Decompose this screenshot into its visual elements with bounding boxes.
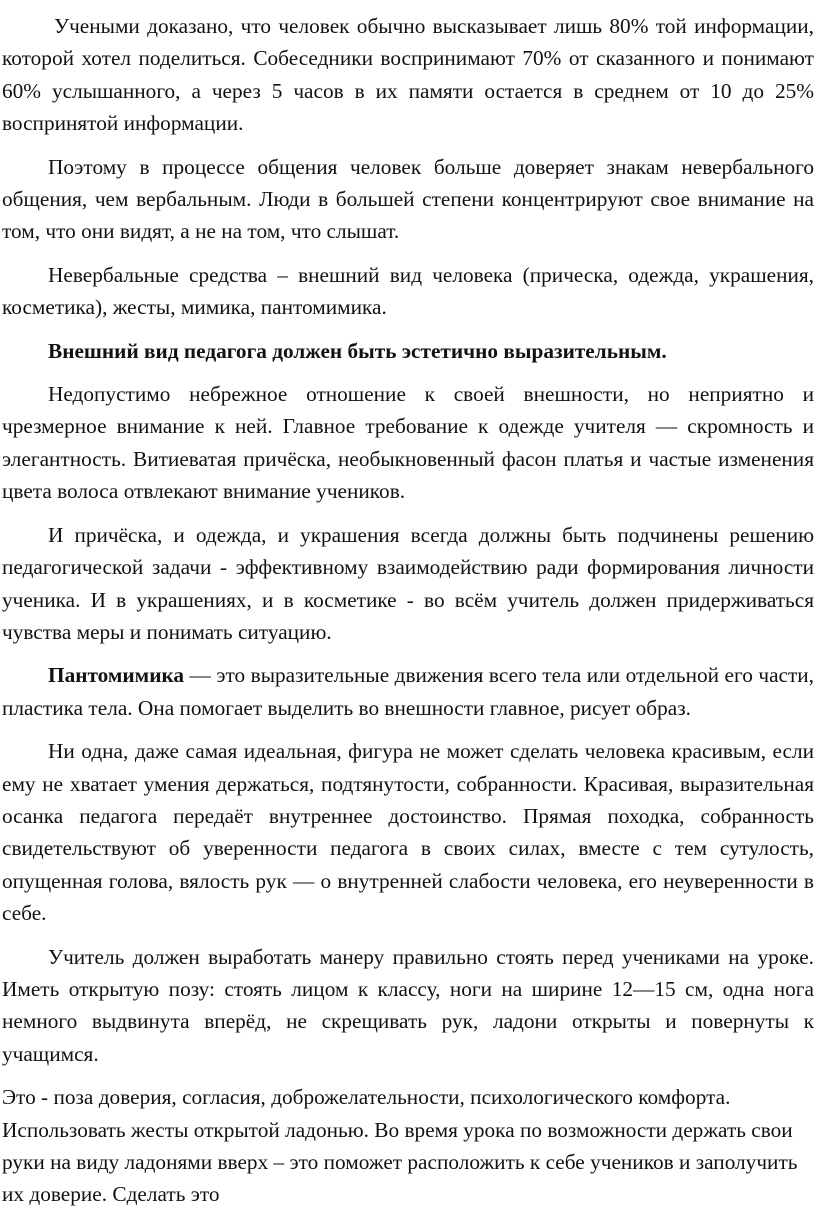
paragraph-nonverbal-means: Невербальные средства – внешний вид человека (прическа, одежда, украшения, косметика), жесты, мимика, пантомимика. bbox=[2, 262, 814, 320]
paragraph-nonverbal-trust: Поэтому в процессе общения человек больше доверяет знакам невербального общения, чем вербальным. Люди в большей степени концентрируют свое внимание на том, что они видят, а не на том, что слышат. bbox=[2, 154, 814, 244]
paragraph-teacher-stance: Учитель должен выработать манеру правильно стоять перед учениками на уроке. Иметь открытую позу: стоять лицом к классу, ноги на ширине 12—15 см, одна нога немного выдвинута вперёд, не скрещивать рук, ладони открыты и повернуты к учащимся. bbox=[2, 944, 814, 1066]
paragraph-information-perception: Учеными доказано, что человек обычно высказывает лишь 80% той информации, которой хотел поделиться. Собеседники воспринимают 70% от сказанного и понимают 60% услышанного, а через 5 часов в их памяти остается в среднем от 10 до 25% воспринятой информации. bbox=[2, 14, 814, 136]
paragraph-appearance-requirements: Недопустимо небрежное отношение к своей внешности, но неприятно и чрезмерное внимание к ней. Главное требование к одежде учителя — скромность и элегантность. Витиеватая причёска, необыкновенный фасон платья и частые изменения цвета волоса отвлекают внимание учеников. bbox=[2, 382, 814, 504]
term-pantomime: Пантомимика bbox=[48, 663, 185, 688]
paragraph-posture: Ни одна, даже самая идеальная, фигура не может сделать человека красивым, если ему не хватает умения держаться, подтянутости, собранности. Красивая, выразительная осанка педагога передаёт внутреннее достоинство. Прямая походка, собранность свидетельствуют об уверенности педагога в своих силах, вместе с тем сутулость, опущенная голова, вялость рук — о внутренней слабости человека, его неуверенности в себе. bbox=[2, 739, 814, 926]
pantomime-definition-text: — это выразительные движения всего тела или отдельной его части, пластика тела. Она помогает выделить во внешности главное, рисует образ. bbox=[2, 663, 814, 720]
section-heading-appearance: Внешний вид педагога должен быть эстетично выразительным. bbox=[48, 338, 667, 363]
paragraph-pantomime-definition bbox=[2, 659, 814, 724]
paragraph-hair-clothing-jewelry: И причёска, и одежда, и украшения всегда должны быть подчинены решению педагогической задачи - эффективному взаимодействию ради формирования личности ученика. И в украшениях, и в косметике - во всём учитель должен придерживаться чувства меры и понимать ситуацию. bbox=[2, 522, 814, 644]
paragraph-open-pose: Это - поза доверия, согласия, доброжелательности, психологического комфорта. Использовать жесты открытой ладонью. Во время урока по возможности держать свои руки на виду ладонями вверх – это поможет расположить к себе учеников и заполучить их доверие. Сделать это bbox=[2, 1085, 798, 1207]
